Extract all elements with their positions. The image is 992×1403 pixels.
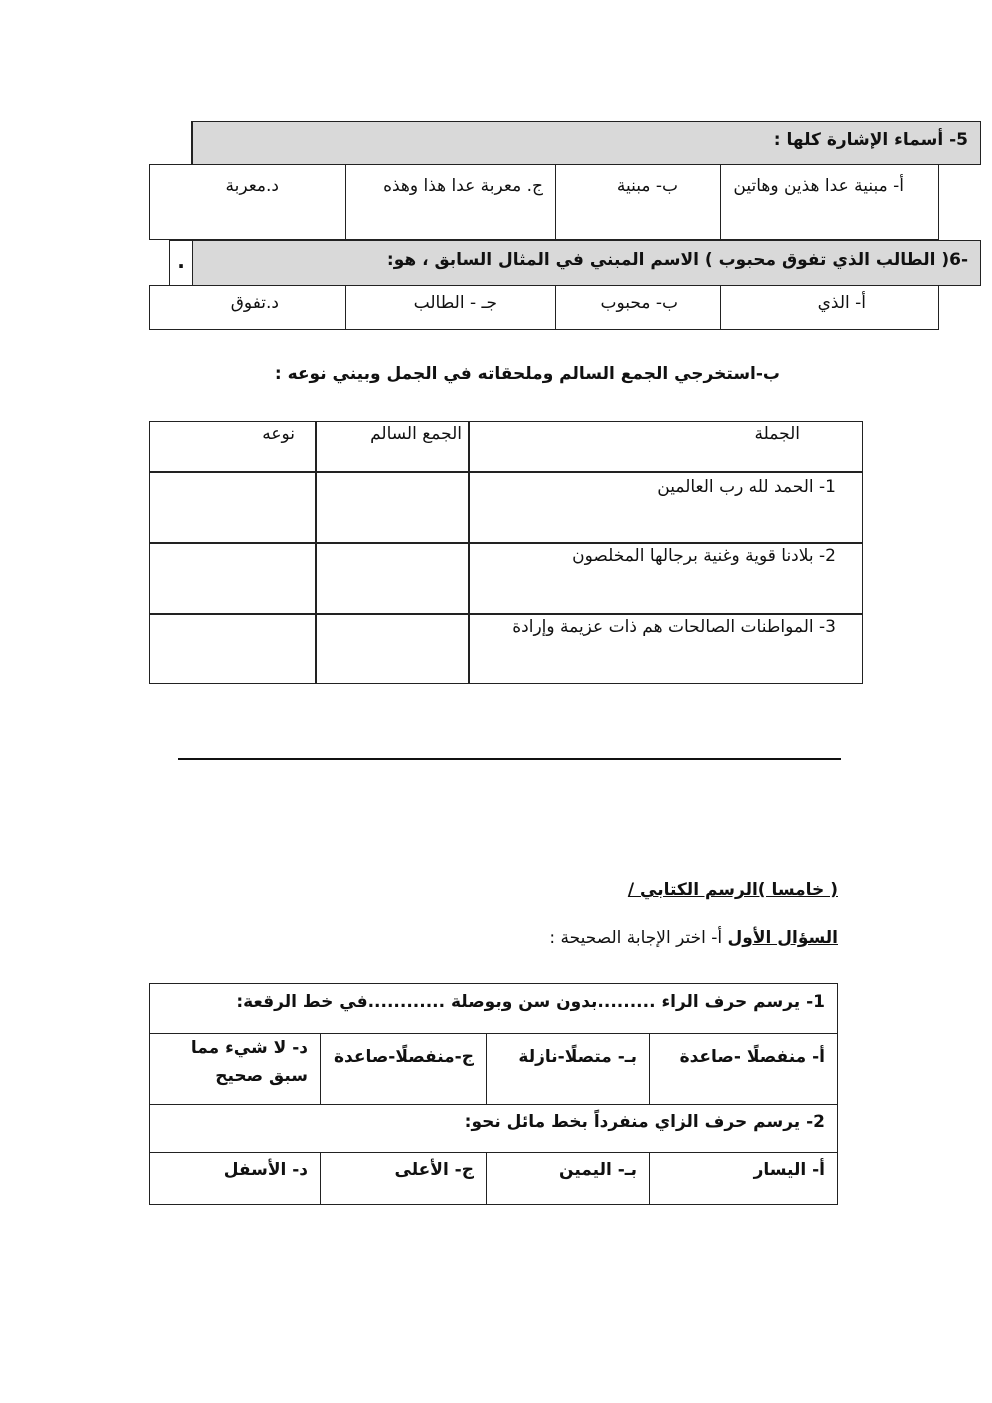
sentence-row-2: 2- بلادنا قوية وغنية برجالها المخلصون <box>572 546 836 566</box>
q5-option-a[interactable]: أ- مبنية عدا هذين وهاتين <box>720 164 939 240</box>
item1-option-d[interactable]: د- لا شيء مما سبق صحيح <box>149 1033 321 1105</box>
q6-dot-cell: . <box>169 240 193 286</box>
section-divider <box>178 758 841 760</box>
plurals-row-line-2 <box>150 542 862 544</box>
q6-stem <box>192 240 981 286</box>
q5-stem-text: 5- أسماء الإشارة كلها : <box>773 130 968 150</box>
sentence-row-3: 3- المواطنات الصالحات هم ذات عزيمة وإرادة <box>512 617 836 637</box>
item2-option-b[interactable]: بـ- اليمين <box>486 1152 650 1205</box>
q5-stem <box>192 121 981 165</box>
item2-option-d[interactable]: د- الأسفل <box>149 1152 321 1205</box>
q5-option-b[interactable]: ب- مبنية <box>555 164 721 240</box>
q5-option-d[interactable]: د.معربة <box>149 164 346 240</box>
sentence-row-1: 1- الحمد لله رب العالمين <box>657 477 836 497</box>
q1-instruction: أ- اختر الإجابة الصحيحة : <box>549 928 723 948</box>
item1-option-b[interactable]: بـ- متصلًا-نازلة <box>486 1033 650 1105</box>
plurals-table <box>149 421 863 684</box>
q5-option-c[interactable]: ج. معربة عدا هذا وهذه <box>345 164 556 240</box>
q6-stem-text: -6( الطالب الذي تفوق محبوب ) الاسم المبني في المثال السابق ، هو: <box>386 250 968 270</box>
plurals-col-line-2 <box>315 422 317 683</box>
header-sentence: الجملة <box>754 424 800 444</box>
item1-stem: 1- يرسم حرف الراء .........بدون سن وبوصلة ............في خط الرقعة: <box>149 983 838 1034</box>
item1-option-a[interactable]: أ- منفصلًا -صاعدة <box>649 1033 838 1105</box>
q6-option-b[interactable]: ب- محبوب <box>555 285 721 330</box>
q6-option-a[interactable]: أ- الذي <box>720 285 939 330</box>
q1-heading <box>440 928 838 948</box>
item1-option-c[interactable]: ج-منفصلًا-صاعدة <box>320 1033 487 1105</box>
section-b-title: ب-استخرجي الجمع السالم وملحقاته في الجمل وبيني نوعه : <box>274 364 780 384</box>
header-sound-plural: الجمع السالم <box>370 424 462 444</box>
q1-label: السؤال الأول <box>727 928 838 948</box>
plurals-row-line-3 <box>150 613 862 615</box>
header-type: نوعه <box>262 424 295 444</box>
item2-option-c[interactable]: ج- الأعلى <box>320 1152 487 1205</box>
q6-option-c[interactable]: جـ - الطالب <box>345 285 556 330</box>
item2-stem: 2- يرسم حرف الزاي منفرداً بخط مائل نحو: <box>149 1104 838 1153</box>
q6-option-d[interactable]: د.تفوق <box>149 285 346 330</box>
item2-option-a[interactable]: أ- اليسار <box>649 1152 838 1205</box>
section5-title: ( خامسا )الرسم الكتابي / <box>627 880 838 900</box>
plurals-row-line-1 <box>150 471 862 473</box>
